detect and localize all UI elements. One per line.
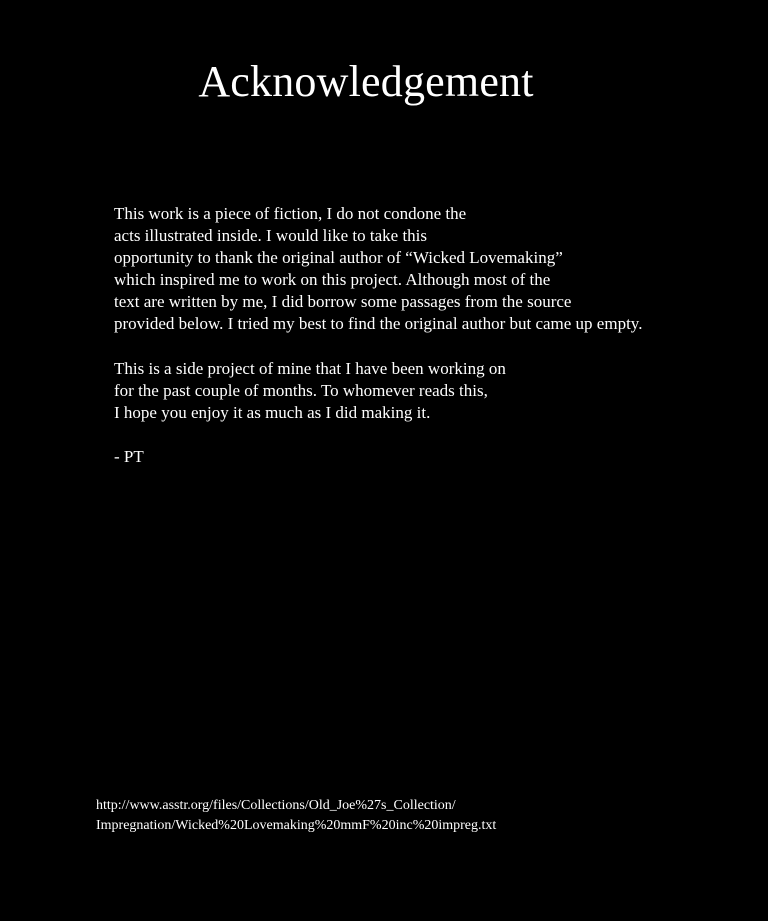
source-url xyxy=(96,796,496,835)
signature: - PT xyxy=(114,446,144,466)
text-line: This is a side project of mine that I have been working on xyxy=(114,358,506,378)
text-line: text are written by me, I did borrow some passages from the source xyxy=(114,292,572,312)
text-line: for the past couple of months. To whomever reads this, xyxy=(114,380,488,400)
text-line: acts illustrated inside. I would like to take this xyxy=(114,226,428,246)
paragraph-side-project xyxy=(114,358,754,424)
text-line: which inspired me to work on this project. Although most of the xyxy=(114,270,551,290)
acknowledgement-body xyxy=(114,203,754,468)
source-url-line: http://www.asstr.org/files/Collections/Old_Joe%27s_Collection/ xyxy=(96,798,456,813)
source-url-line: Impregnation/Wicked%20Lovemaking%20mmF%20inc%20impreg.txt xyxy=(96,817,497,833)
text-line: This work is a piece of fiction, I do not condone the xyxy=(114,204,467,223)
paragraph-disclaimer xyxy=(114,203,754,336)
text-line: I hope you enjoy it as much as I did making it. xyxy=(114,402,431,422)
text-line: provided below. I tried my best to find the original author but came up empty. xyxy=(114,314,643,334)
page-title: Acknowledgement xyxy=(198,57,534,106)
text-line: opportunity to thank the original author of “Wicked Lovemaking” xyxy=(114,248,563,268)
